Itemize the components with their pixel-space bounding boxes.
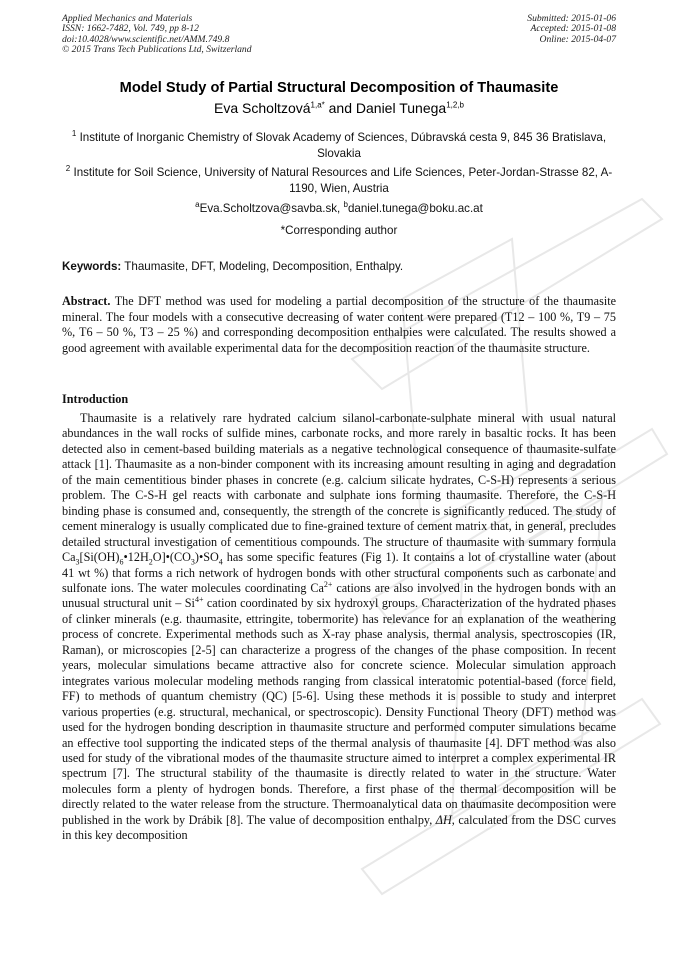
text-run: cations are also involved in the hydrogen bonds with an unusual structural unit – Si xyxy=(62,580,616,611)
author-joiner: and xyxy=(324,100,356,116)
abstract-text: The DFT method was used for modeling a partial decomposition of the structure of the thaumasite mineral. The four models with a consecutive decreasing of water content were prepared (T12 – 100 %, T9 – 75 %, T6 – 50 %, T3 – 25 %) and corresponding decomposition enthalpies were calculated. The results showed a good agreement with available experimental data for the decomposition reaction of the thaumasite structure. xyxy=(62,294,616,355)
email-link[interactable]: daniel.tunega@boku.ac.at xyxy=(347,202,483,215)
accepted-date: Accepted: 2015-01-08 xyxy=(530,23,616,35)
affiliation-number: 2 xyxy=(65,164,71,174)
author-name: Daniel Tunega xyxy=(355,100,447,116)
author-list xyxy=(0,100,678,116)
online-date: Online: 2015-04-07 xyxy=(539,33,616,45)
journal-doi: doi:10.4028/www.scientific.net/AMM.749.8 xyxy=(62,33,230,45)
abstract xyxy=(62,294,616,356)
keywords-text: Thaumasite, DFT, Modeling, Decomposition, Enthalpy. xyxy=(121,260,404,273)
charge-superscript: 4+ xyxy=(194,595,204,605)
affiliation-2 xyxy=(62,165,616,196)
article-dates xyxy=(527,14,616,45)
section-heading-introduction: Introduction xyxy=(62,392,129,406)
text-run: , calculated from the DSC curves in this key decomposition xyxy=(62,812,616,843)
corresponding-author-note: *Corresponding author xyxy=(280,224,398,237)
keywords xyxy=(62,260,616,273)
keywords-label: Keywords: xyxy=(62,260,122,273)
text-run: Thaumasite is a relatively rare hydrated calcium silanol-carbonate-sulphate mineral with usual natural abundances in the wall rocks of sulfide mines, carbonate rocks, and more rarely in basaltic rocks. It has been detected also in cement-based building materials as a negative technological consequence of thaumasite-sulfate attack [1]. Thaumasite as a non-binder component with its increasing amount resulting in aging and degradation of the main cementitious binder phases in concrete (e.g. calcium silicate hydrates, C-S-H) represents a serious problem. The C-S-H gel reacts with carbonate and sulphate ions forming thaumasite. Therefore, the C-S-H binding phase is consumed and, consequently, the strength of the concrete is significantly reduced. The study of cement mineralogy is usually complicated due to fine-grained texture of cement matrix that, in general, precludes detailed structural investigation of cementitious compounds. The structure of thaumasite with summary formula xyxy=(62,411,616,549)
text-run: cation coordinated by six hydroxyl groups. Characterization of the hydrated phases of clinker minerals (e.g. thaumasite, ettringite, tobermorite) has relevance for an explanation of the weathering process of concrete. Experimental methods such as X-ray phase analysis, thermal analysis, spectroscopies (IR, Raman), or microscopies [2-5] can characterize a progress of the changes of the phase composition. In recent years, molecular simulations became attractive also for concrete science. Molecular simulation approach integrates various molecular modeling methods ranging from classical interatomic potential-based (force field, FF) to methods of quantum chemistry (QC) [5-6]. Using these methods it is possible to study and interpret various properties (e.g. structural, mechanical, or spectroscopic). Density Functional Theory (DFT) method was used for the hydrogen bonding description in thaumasite structure and performed computer simulations became an effective tool supporting the indicated steps of the thermal analysis of thaumasite [4]. DFT method was also used for study of the vibrational modes of the thaumasite structure aimed to interpret a complex experimental IR spectrum [7]. The structural stability of the thaumasite is directly related to water in the structure. Water molecules form a plenty of hydrogen bonds. Therefore, a first phase of the thermal decomposition will be directly related to the water release from the structure. Thermoanalytical data on thaumasite decomposition were published in the work by Drábik [8]. The value of decomposition enthalpy, xyxy=(62,596,616,827)
abstract-label: Abstract. xyxy=(62,294,111,308)
charge-superscript: 2+ xyxy=(323,579,333,589)
journal-copyright: © 2015 Trans Tech Publications Ltd, Switzerland xyxy=(62,44,252,56)
affiliation-text: Institute for Soil Science, University of Natural Resources and Life Sciences, Peter-Jordan-Strasse 82, A-1190, Wien, Austria xyxy=(70,166,613,195)
author-name: Eva Scholtzová xyxy=(214,100,311,116)
author-affiliation-mark: 1,2,b xyxy=(446,100,464,110)
affiliation-number: 1 xyxy=(71,129,77,139)
text-run: has some specific features (Fig 1). It contains a lot of crystalline water (about 41 wt %) that forms a rich network of hydrogen bonds with other structural components such as carbonate and sulfonate ions. The water molecules coordinating Ca xyxy=(62,550,616,595)
journal-info xyxy=(62,14,252,56)
paper-title: Model Study of Partial Structural Decomposition of Thaumasite xyxy=(119,80,559,96)
enthalpy-symbol: ΔH xyxy=(435,812,452,827)
affiliation-1 xyxy=(62,130,616,161)
journal-name: Applied Mechanics and Materials xyxy=(62,13,193,24)
paragraph xyxy=(62,411,616,844)
chemical-formula: $Ca_3[Si(OH)_6•12H_2O]•(CO_3)•SO_4$ xyxy=(62,550,223,567)
journal-issn: ISSN: 1662-7482, Vol. 749, pp 8-12 xyxy=(62,23,199,35)
email-mark: a xyxy=(195,200,200,210)
email-link[interactable]: Eva.Scholtzova@savba.sk, xyxy=(199,202,344,215)
author-emails xyxy=(0,202,678,215)
submitted-date: Submitted: 2015-01-06 xyxy=(527,13,616,24)
email-mark: b xyxy=(343,200,348,210)
author-affiliation-mark: 1,a* xyxy=(310,100,325,110)
affiliation-text: Institute of Inorganic Chemistry of Slovak Academy of Sciences, Dúbravská cesta 9, 845 36 Bratislava, Slovakia xyxy=(76,131,607,160)
introduction-body xyxy=(62,411,616,844)
